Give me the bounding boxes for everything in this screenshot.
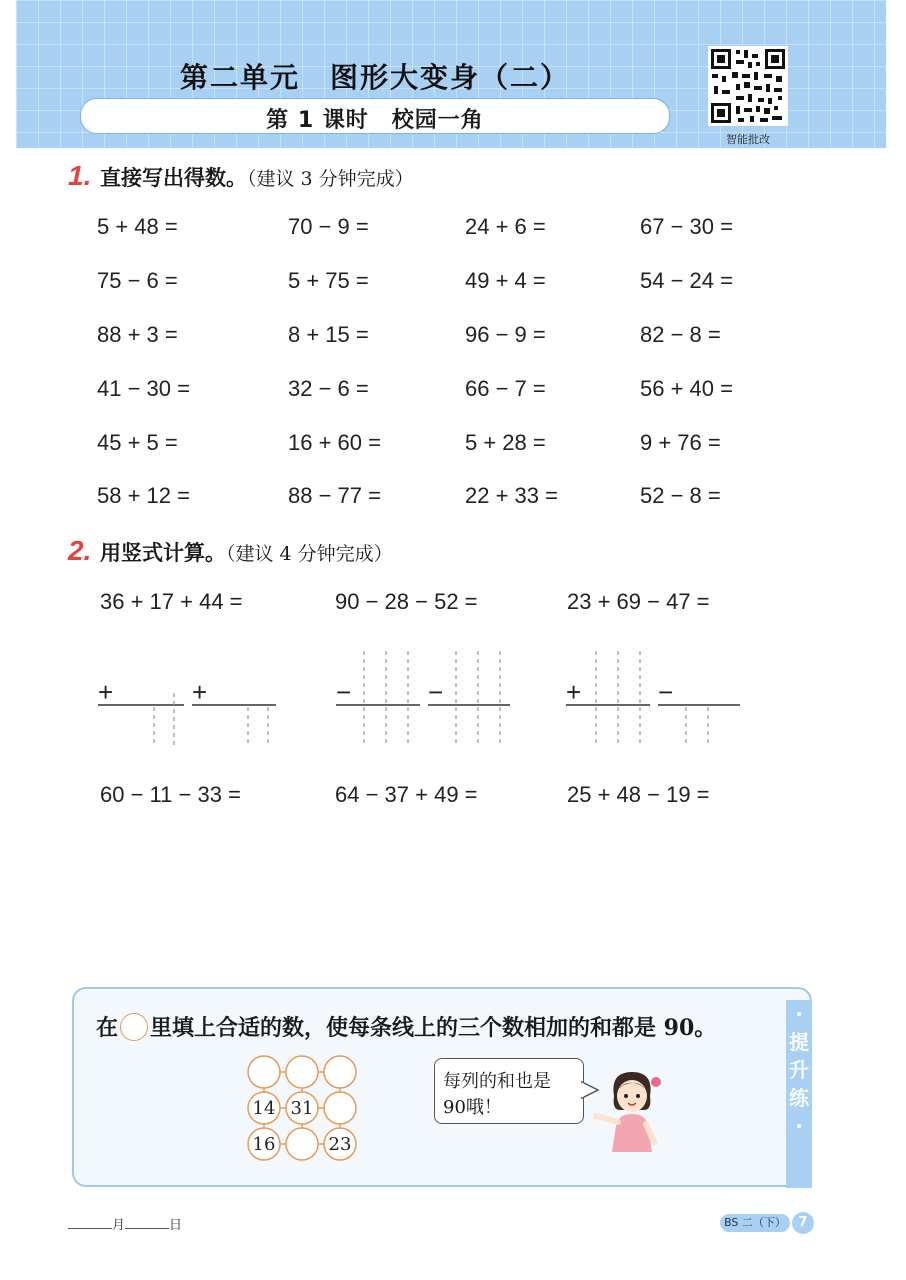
question-2-note: （建议 4 分钟完成） [226,543,393,565]
equation: 66 − 7 = [465,376,546,401]
equation: 75 − 6 = [97,268,178,293]
page-number: 7 [792,1212,814,1234]
side-tab-char: 练 [789,1086,809,1110]
equation: 32 − 6 = [288,376,369,401]
equation: 52 − 8 = [640,483,721,508]
vertical-problem: 36 + 17 + 44 = [100,589,243,614]
vertical-workspace-1 [96,645,286,750]
lesson-bar [80,98,670,134]
circle-puzzle [240,1050,366,1166]
equation: 82 − 8 = [640,322,721,347]
bubble-line-1: 每列的和也是 [443,1071,551,1092]
puzzle-number: 23 [328,1134,352,1155]
equation: 54 − 24 = [640,268,733,293]
question-2-title [100,537,393,567]
vertical-problem: 23 + 69 − 47 = [567,589,710,614]
unit-title: 第二单元 图形大变身（二） [180,61,571,94]
plus-sign: + [98,677,114,707]
equation: 16 + 60 = [288,430,381,455]
qr-caption: 智能批改 [726,133,770,146]
equation: 88 + 3 = [97,322,178,347]
puzzle-number: 16 [252,1134,276,1155]
day-blank[interactable] [125,1228,169,1229]
puzzle-circle[interactable] [286,1056,318,1088]
question-1-note: （建议 3 分钟完成） [247,168,414,190]
month-blank[interactable] [68,1228,112,1229]
equation: 96 − 9 = [465,322,546,347]
equation: 45 + 5 = [97,430,178,455]
puzzle-circle[interactable] [286,1128,318,1160]
plus-sign: + [192,677,208,707]
puzzle-number: 14 [252,1098,276,1119]
question-1-number: 1. [68,160,92,191]
speech-bubble [434,1058,584,1124]
vertical-problem: 64 − 37 + 49 = [335,782,478,807]
equation: 56 + 40 = [640,376,733,401]
minus-sign: − [336,677,352,707]
challenge-text-after: 里填上合适的数，使每条线上的三个数相加的和都是 90。 [150,1015,717,1041]
equation: 22 + 33 = [465,483,558,508]
equation: 49 + 4 = [465,268,546,293]
equation: 8 + 15 = [288,322,369,347]
equation: 9 + 76 = [640,430,721,455]
equation: 70 − 9 = [288,214,369,239]
puzzle-circle[interactable] [324,1092,356,1124]
question-1-title-text: 直接写出得数。 [100,166,247,190]
footer-date [68,1214,182,1233]
month-label: 月 [112,1218,126,1233]
edition-code: BS 二（下） [720,1214,790,1232]
side-tab-char: 提 [789,1030,809,1054]
equation: 5 + 75 = [288,268,369,293]
lesson-title: 第 1 课时 校园一角 [266,108,484,133]
vertical-workspace-3 [564,645,754,750]
question-2-number: 2. [68,535,92,566]
puzzle-circle[interactable] [324,1056,356,1088]
puzzle-circle[interactable] [248,1056,280,1088]
vertical-problem: 25 + 48 − 19 = [567,782,710,807]
side-tab [786,1000,812,1188]
challenge-text-before: 在 [96,1015,119,1041]
equation: 24 + 6 = [465,214,546,239]
side-tab-char: 升 [789,1058,809,1082]
side-tab-char: · [795,1002,803,1026]
equation: 88 − 77 = [288,483,381,508]
bubble-line-2: 90哦！ [443,1097,502,1118]
equation: 5 + 28 = [465,430,546,455]
side-tab-char: · [795,1114,803,1138]
circle-icon [120,1013,148,1041]
qr-code-icon[interactable] [708,46,788,126]
minus-sign: − [658,677,674,707]
vertical-problem: 90 − 28 − 52 = [335,589,478,614]
equation: 67 − 30 = [640,214,733,239]
vertical-problem: 60 − 11 − 33 = [100,782,241,807]
plus-sign: + [566,677,582,707]
equation: 58 + 12 = [97,483,190,508]
equation: 41 − 30 = [97,376,190,401]
equation: 5 + 48 = [97,214,178,239]
challenge-instruction [96,1011,716,1042]
puzzle-number: 31 [290,1098,314,1119]
minus-sign: − [428,677,444,707]
question-1-title [100,162,414,192]
day-label: 日 [169,1218,183,1233]
vertical-workspace-2 [332,645,522,750]
question-2-title-text: 用竖式计算。 [100,541,226,565]
girl-illustration-icon [592,1066,672,1156]
